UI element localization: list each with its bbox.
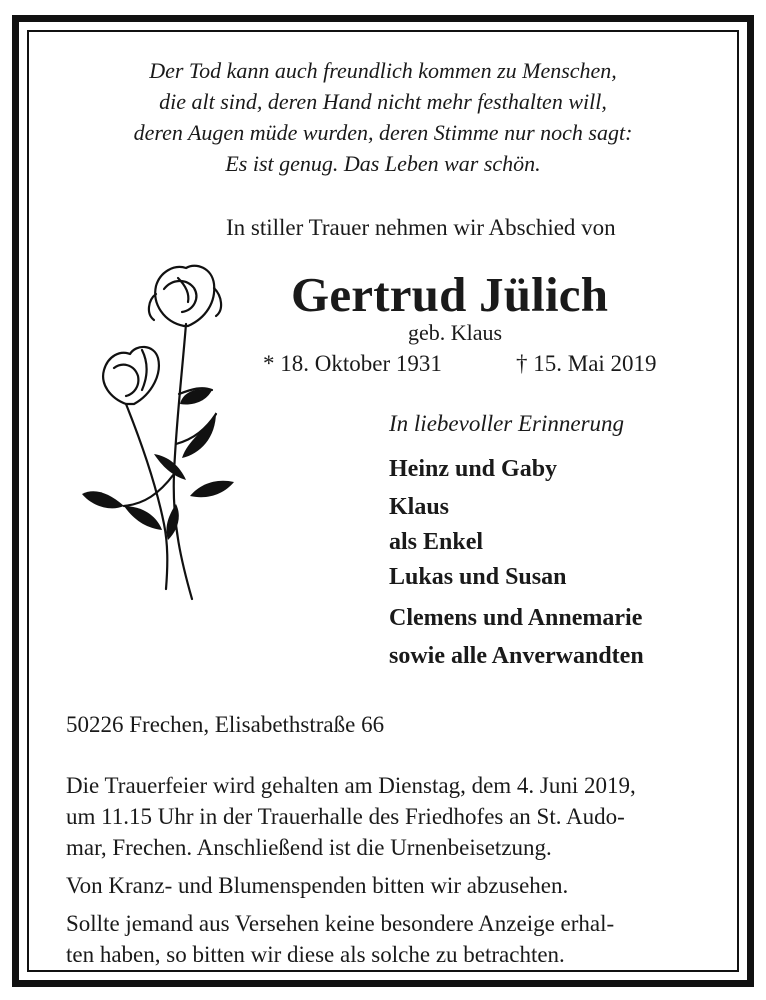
mourners-list [389, 450, 644, 675]
ceremony-line: mar, Frechen. Anschließend ist die Urnenbeisetzung. [66, 835, 552, 860]
death-date: † 15. Mai 2019 [516, 351, 657, 376]
deceased-name: Gertrud Jülich [291, 267, 609, 322]
mourner-entry: als Enkel [389, 529, 484, 555]
mourner-entry: Lukas und Susan [389, 564, 567, 590]
mourner-entry: sowie alle Anverwandten [389, 643, 644, 669]
notice-line: Sollte jemand aus Versehen keine besondere Anzeige erhal- [66, 911, 615, 936]
birth-date: * 18. Oktober 1931 [263, 351, 442, 376]
mourner-entry: Klaus [389, 494, 450, 520]
intro-text: In stiller Trauer nehmen wir Abschied von [226, 215, 616, 240]
maiden-name: geb. Klaus [408, 320, 503, 345]
poem-line: Der Tod kann auch freundlich kommen zu Menschen, [149, 58, 617, 83]
poem [19, 55, 747, 179]
obituary-notice [12, 15, 754, 987]
flowers-line: Von Kranz- und Blumenspenden bitten wir abzusehen. [66, 873, 569, 898]
ceremony-line: Die Trauerfeier wird gehalten am Dienstag, dem 4. Juni 2019, [66, 773, 636, 798]
flowers-paragraph [66, 870, 722, 901]
mourner-entry: Clemens und Annemarie [389, 605, 643, 631]
poem-line: deren Augen müde wurden, deren Stimme nur noch sagt: [133, 120, 633, 145]
notice-paragraph [66, 908, 722, 970]
memory-line: In liebevoller Erinnerung [389, 411, 625, 436]
ceremony-line: um 11.15 Uhr in der Trauerhalle des Friedhofes an St. Audo- [66, 804, 625, 829]
ceremony-paragraph [66, 770, 722, 863]
poem-line: Es ist genug. Das Leben war schön. [225, 151, 541, 176]
mourner-entry: Heinz und Gaby [389, 456, 558, 482]
poem-line: die alt sind, deren Hand nicht mehr festhalten will, [159, 89, 607, 114]
address: 50226 Frechen, Elisabethstraße 66 [66, 712, 385, 737]
notice-line: ten haben, so bitten wir diese als solche zu betrachten. [66, 942, 565, 967]
